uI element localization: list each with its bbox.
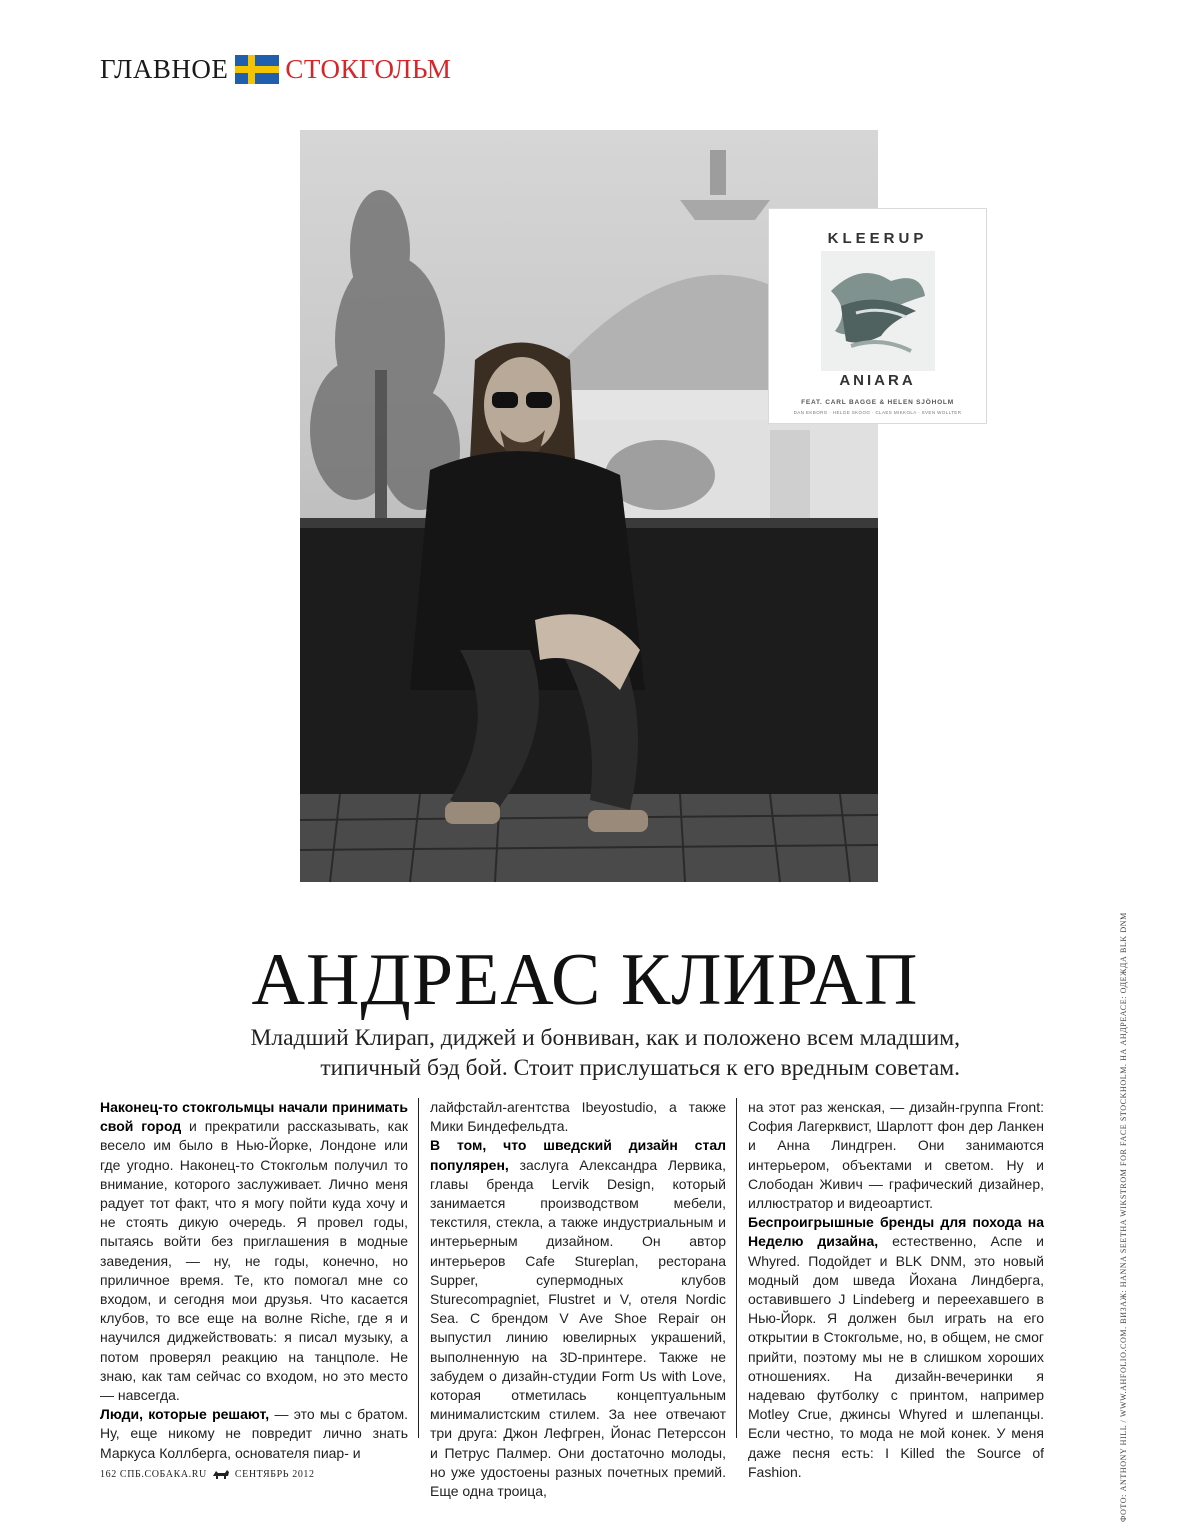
paragraph-lead: Наконец-то стокгольмцы начали принимать свой город xyxy=(100,1099,408,1135)
article-column-2 xyxy=(418,1098,736,1500)
paragraph xyxy=(100,1405,408,1463)
album-credits: DAN EKBORG · HELGE SKOOG · CLAES MIKKOLA · SVEN WOLLTER xyxy=(793,410,962,415)
page-number: 162 xyxy=(100,1468,117,1480)
dog-logo-icon xyxy=(212,1468,230,1480)
photo-credit: ФОТО: ANTHONY HILL / WWW.AHFOLIO.COM. ВИЗАЖ: HANNA SEETHA WIKSTROM FOR FACE STOCKHOLM. НА АНДРЕАСЕ: ОДЕЖДА BLK DNM xyxy=(1119,912,1128,1522)
footer-issue: СЕНТЯБРЬ 2012 xyxy=(234,1468,315,1480)
paragraph xyxy=(100,1098,408,1405)
footer-site: СПБ.СОБАКА.RU xyxy=(119,1468,207,1480)
paragraph-text: естественно, Аспе и Whyred. Подойдет и BLK DNM, это новый модный дом шведа Йохана Линдберга, оставившего J Lindeberg и переехавшего в Нью-Йорк. Я должен был играть на его открытии в Стокгольме, но, в общем, не смог прийти, поэтому мы не в слишком хороших отношениях. На дизайн-вечеринки я надеваю футболку с принтом, например Motley Crue, джинсы Whyred и шлепанцы. Если честно, то мода не мой конек. У меня даже песня есть: I Killed the Source of Fashion. xyxy=(748,1233,1044,1480)
album-artist: KLEERUP xyxy=(827,230,928,247)
paragraph-lead: Беспроигрышные бренды для похода на Неделю дизайна, xyxy=(748,1214,1044,1250)
section-city: СТОКГОЛЬМ xyxy=(285,53,452,84)
paragraph-text: — это мы с братом. Ну, еще никому не повредит лично знать Маркуса Коллберга, основателя пиар- и xyxy=(100,1406,408,1461)
paragraph-lead: Люди, которые решают, xyxy=(100,1406,270,1423)
album-title: ANIARA xyxy=(839,372,916,389)
paragraph-text: и прекратили рассказывать, как весело им было в Нью-Йорке, Лондоне или где угодно. Наконец-то Стокгольм получил то внимание, которого заслуживает. Лично меня радует тот факт, что я могу пойти куда хочу и не стоять дикую очередь. Я провел годы, пытаясь войти без приглашения в модные заведения, — ну, не годы, конечно, но приличное время. Те, кто помогал мне со входом, и сегодня мои друзья. Что касается клубов, то все еще на волне Riche, где я и научился диджействовать: я писал музыку, а потом проверял реакцию на танцполе. Не знаю, как там сейчас со входом, но это место — навсегда. xyxy=(100,1118,408,1404)
paragraph-text: на этот раз женская, — дизайн-группа Front: София Лагерквист, Шарлотт фон дер Ланкен и Анна Линдгрен. Они занимаются интерьером, объектами и светом. Ну и Слободан Живич — графический дизайнер, иллюстратор и видеоартист. xyxy=(748,1099,1044,1212)
album-artwork xyxy=(821,251,935,371)
article-column-3 xyxy=(736,1098,1054,1480)
paragraph xyxy=(430,1098,726,1136)
article-column-1 xyxy=(100,1098,418,1461)
album-cover xyxy=(769,209,986,423)
paragraph xyxy=(748,1098,1044,1213)
album-featuring: FEAT. CARL BAGGE & HELEN SJÖHOLM xyxy=(801,399,954,406)
sweden-flag-icon xyxy=(235,55,279,84)
subhead-line-1: Младший Клирап, диджей и бонвиван, как и положено всем младшим, xyxy=(250,1025,960,1051)
article-headline: АНДРЕАС КЛИРАП xyxy=(251,939,919,1021)
section-label: ГЛАВНОЕ xyxy=(100,53,229,84)
paragraph-text: лайфстайл-агентства Ibeyostudio, а также Мики Биндефельдта. xyxy=(430,1099,726,1135)
paragraph-lead: В том, что шведский дизайн стал популярен, xyxy=(430,1137,726,1173)
paragraph xyxy=(748,1213,1044,1482)
paragraph-text: заслуга Александра Лервика, главы бренда Lervik Design, который занимается производством мебели, текстиля, стекла, а также индустриальным и интерьерным дизайном. Он автор интерьеров Cafe Stureplan, ресторана Supper, супермодных клубов Sturecompagniet, Flustret и V, отеля Nordic Sea. С брендом V Ave Shoe Repair он выпустил линию ювелирных украшений, выполненную на 3D-принтере. Также не забудем о дизайн-студии Form Us with Love, которая отметилась концептуальным минималистским стилем. За нее отвечают три друга: Джон Лефгрен, Йонас Петерссон и Петрус Палмер. Они достаточно молоды, но уже удостоены разных почетных премий. Еще одна троица, xyxy=(430,1156,726,1500)
article-subhead xyxy=(100,1023,960,1083)
paragraph xyxy=(430,1136,726,1501)
section-header xyxy=(100,52,451,86)
page-footer xyxy=(100,1466,315,1482)
subhead-line-2: типичный бэд бой. Стоит прислушаться к его вредным советам. xyxy=(320,1055,960,1081)
